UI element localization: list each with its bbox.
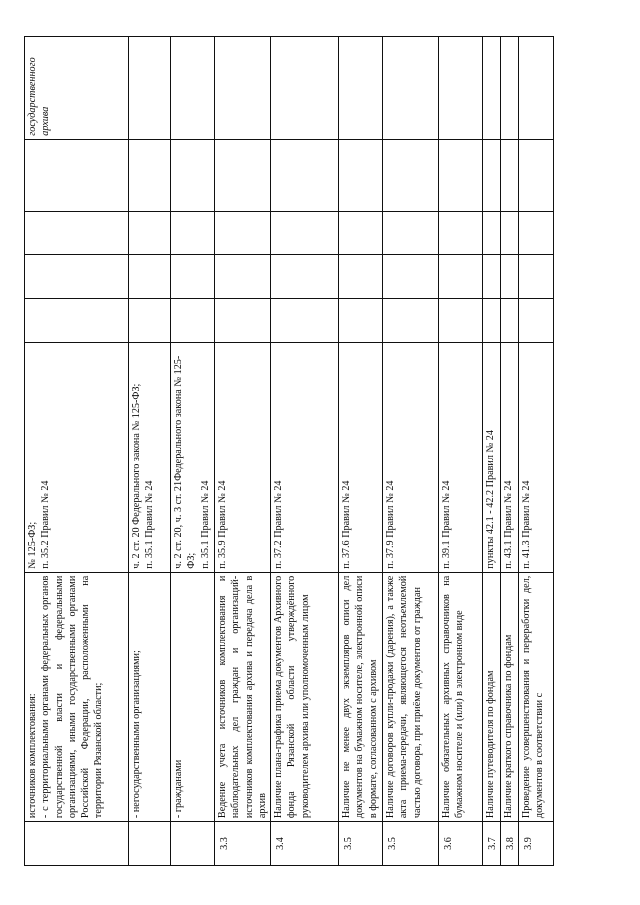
description-line: Проведение усовершенствования и переработки дел, документов в соответствии с: [521, 575, 546, 819]
answer-yes-cell: [439, 298, 482, 342]
answer-yes-cell: [129, 298, 170, 342]
description-line: Ведение учета источников комплектования и наблюдательных дел граждан и организаций-источников комплектования архива и передача дела в архив: [217, 575, 268, 819]
comment-cell: [271, 139, 338, 211]
comment-cell: [215, 139, 270, 211]
legal-reference-line: п. 43.1 Правил № 24: [503, 480, 514, 569]
answer-no-cell: [171, 254, 214, 298]
legal-reference-line: п. 35.1 Правил № 24: [144, 480, 156, 569]
answer-yes-cell: [171, 298, 214, 342]
legal-reference-line: п. 39.1 Правил № 24: [441, 480, 452, 569]
answer-na-cell: [129, 211, 170, 255]
table-row: [501, 37, 519, 865]
table-row: [129, 37, 171, 865]
answer-no-cell: [519, 254, 553, 298]
legal-reference: [501, 342, 518, 571]
answer-yes-cell: [271, 298, 338, 342]
table-row: [339, 37, 383, 865]
requirement-description: [519, 572, 553, 821]
requirement-description: [215, 572, 270, 821]
requirement-description: [501, 572, 518, 821]
note-cell: [519, 37, 553, 139]
note-cell: [383, 37, 438, 139]
note-cell: государственного архива: [27, 57, 52, 136]
row-number: 3.4: [271, 821, 338, 865]
description-line: Наличие не менее двух экземпляров описи дел документов на бумажном носителе, электронной описи в формате, согласованном с архивом: [341, 575, 379, 819]
row-number: 3.6: [439, 821, 482, 865]
row-number: [25, 821, 128, 865]
requirement-description: [25, 572, 128, 821]
note-cell: [439, 37, 482, 139]
comment-cell: [129, 139, 170, 211]
description-line: источников комплектования:: [27, 693, 38, 819]
inspection-checklist-table: [24, 36, 554, 866]
note-cell: [129, 37, 170, 139]
requirement-description: [439, 572, 482, 821]
table-row: [519, 37, 553, 865]
legal-reference: [519, 342, 553, 571]
legal-reference-line: ч. 2 ст. 20, ч. 3 ст. 21Федерального закона № 125-ФЗ;: [173, 355, 198, 569]
legal-reference: [339, 342, 382, 571]
legal-reference-line: п. 35.1 Правил № 24: [199, 480, 211, 569]
row-number: 3.5: [339, 821, 382, 865]
requirement-description: [171, 572, 214, 821]
answer-na-cell: [25, 211, 128, 255]
legal-reference: [271, 342, 338, 571]
description-line: - негосударственными организациями;: [131, 650, 142, 819]
table-row: [215, 37, 271, 865]
table-row: [25, 37, 129, 865]
row-number: 3.3: [215, 821, 270, 865]
legal-reference: [171, 342, 214, 571]
description-line: Наличие плана-графика приема документов Архивного фонда Рязанской области утверждённого руководителем архива или уполномоченным лицом: [273, 575, 311, 819]
row-number: 3.9: [519, 821, 553, 865]
note-cell: [171, 37, 214, 139]
legal-reference: [383, 342, 438, 571]
answer-na-cell: [171, 211, 214, 255]
answer-no-cell: [129, 254, 170, 298]
comment-cell: [501, 139, 518, 211]
row-number: [171, 821, 214, 865]
legal-reference-line: п. 37.2 Правил № 24: [273, 480, 284, 569]
legal-reference-line: п. 41.3 Правил № 24: [521, 480, 532, 569]
requirement-description: [339, 572, 382, 821]
answer-no-cell: [439, 254, 482, 298]
legal-reference-line: п. 35.2 Правил № 24: [40, 480, 52, 569]
legal-reference: [129, 342, 170, 571]
answer-no-cell: [271, 254, 338, 298]
answer-yes-cell: [215, 298, 270, 342]
answer-yes-cell: [501, 298, 518, 342]
legal-reference-line: пункты 42.1 - 42.2 Правил № 24: [485, 430, 496, 569]
table-row: [271, 37, 339, 865]
description-line: Наличие обязательных архивных справочников на бумажном носителе и (или) в электронном виде: [441, 575, 466, 819]
answer-na-cell: [339, 211, 382, 255]
note-cell: [215, 37, 270, 139]
row-number: 3.7: [483, 821, 500, 865]
comment-cell: [339, 139, 382, 211]
answer-na-cell: [501, 211, 518, 255]
answer-no-cell: [25, 254, 128, 298]
answer-no-cell: [215, 254, 270, 298]
answer-no-cell: [483, 254, 500, 298]
answer-na-cell: [215, 211, 270, 255]
legal-reference-line: № 125-ФЗ;: [27, 521, 38, 569]
answer-yes-cell: [483, 298, 500, 342]
answer-no-cell: [339, 254, 382, 298]
description-line: Наличие краткого справочника по фондам: [503, 634, 514, 819]
note-cell: [271, 37, 338, 139]
answer-na-cell: [483, 211, 500, 255]
answer-yes-cell: [339, 298, 382, 342]
table-row: [439, 37, 483, 865]
legal-reference: [215, 342, 270, 571]
comment-cell: [439, 139, 482, 211]
comment-cell: [483, 139, 500, 211]
legal-reference: [439, 342, 482, 571]
description-line: - с территориальными органами федеральных органов государственной власти и федеральными организациями, иными государственными органами Российской Федерации, расположенными на территории Рязанской области;: [40, 575, 105, 819]
comment-cell: [383, 139, 438, 211]
answer-na-cell: [383, 211, 438, 255]
answer-yes-cell: [25, 298, 128, 342]
comment-cell: [25, 139, 128, 211]
row-number: 3.5: [383, 821, 438, 865]
answer-na-cell: [271, 211, 338, 255]
answer-no-cell: [501, 254, 518, 298]
legal-reference-line: п. 35.9 Правил № 24: [217, 480, 228, 569]
legal-reference: [25, 342, 128, 571]
table-row: [383, 37, 439, 865]
answer-yes-cell: [383, 298, 438, 342]
answer-no-cell: [383, 254, 438, 298]
requirement-description: [383, 572, 438, 821]
note-cell: [339, 37, 382, 139]
answer-na-cell: [439, 211, 482, 255]
row-number: 3.8: [501, 821, 518, 865]
legal-reference-line: п. 37.6 Правил № 24: [341, 480, 352, 569]
table-row: [171, 37, 215, 865]
comment-cell: [519, 139, 553, 211]
requirement-description: [483, 572, 500, 821]
requirement-description: [129, 572, 170, 821]
comment-cell: [171, 139, 214, 211]
note-cell: [501, 37, 518, 139]
table-row: [483, 37, 501, 865]
description-line: Наличие договоров купли-продажи (дарения), а также акта приема-передачи, являющегося неотъемлемой частью договора, при приёме документов от граждан: [385, 575, 423, 819]
legal-reference: [483, 342, 500, 571]
answer-na-cell: [519, 211, 553, 255]
legal-reference-line: п. 37.9 Правил № 24: [385, 480, 396, 569]
requirement-description: [271, 572, 338, 821]
row-number: [129, 821, 170, 865]
legal-reference-line: ч. 2 ст. 20 Федерального закона № 125-ФЗ;: [131, 383, 142, 569]
note-cell: [483, 37, 500, 139]
answer-yes-cell: [519, 298, 553, 342]
description-line: - гражданами: [173, 759, 184, 819]
description-line: Наличие путеводителя по фондам: [485, 670, 496, 819]
